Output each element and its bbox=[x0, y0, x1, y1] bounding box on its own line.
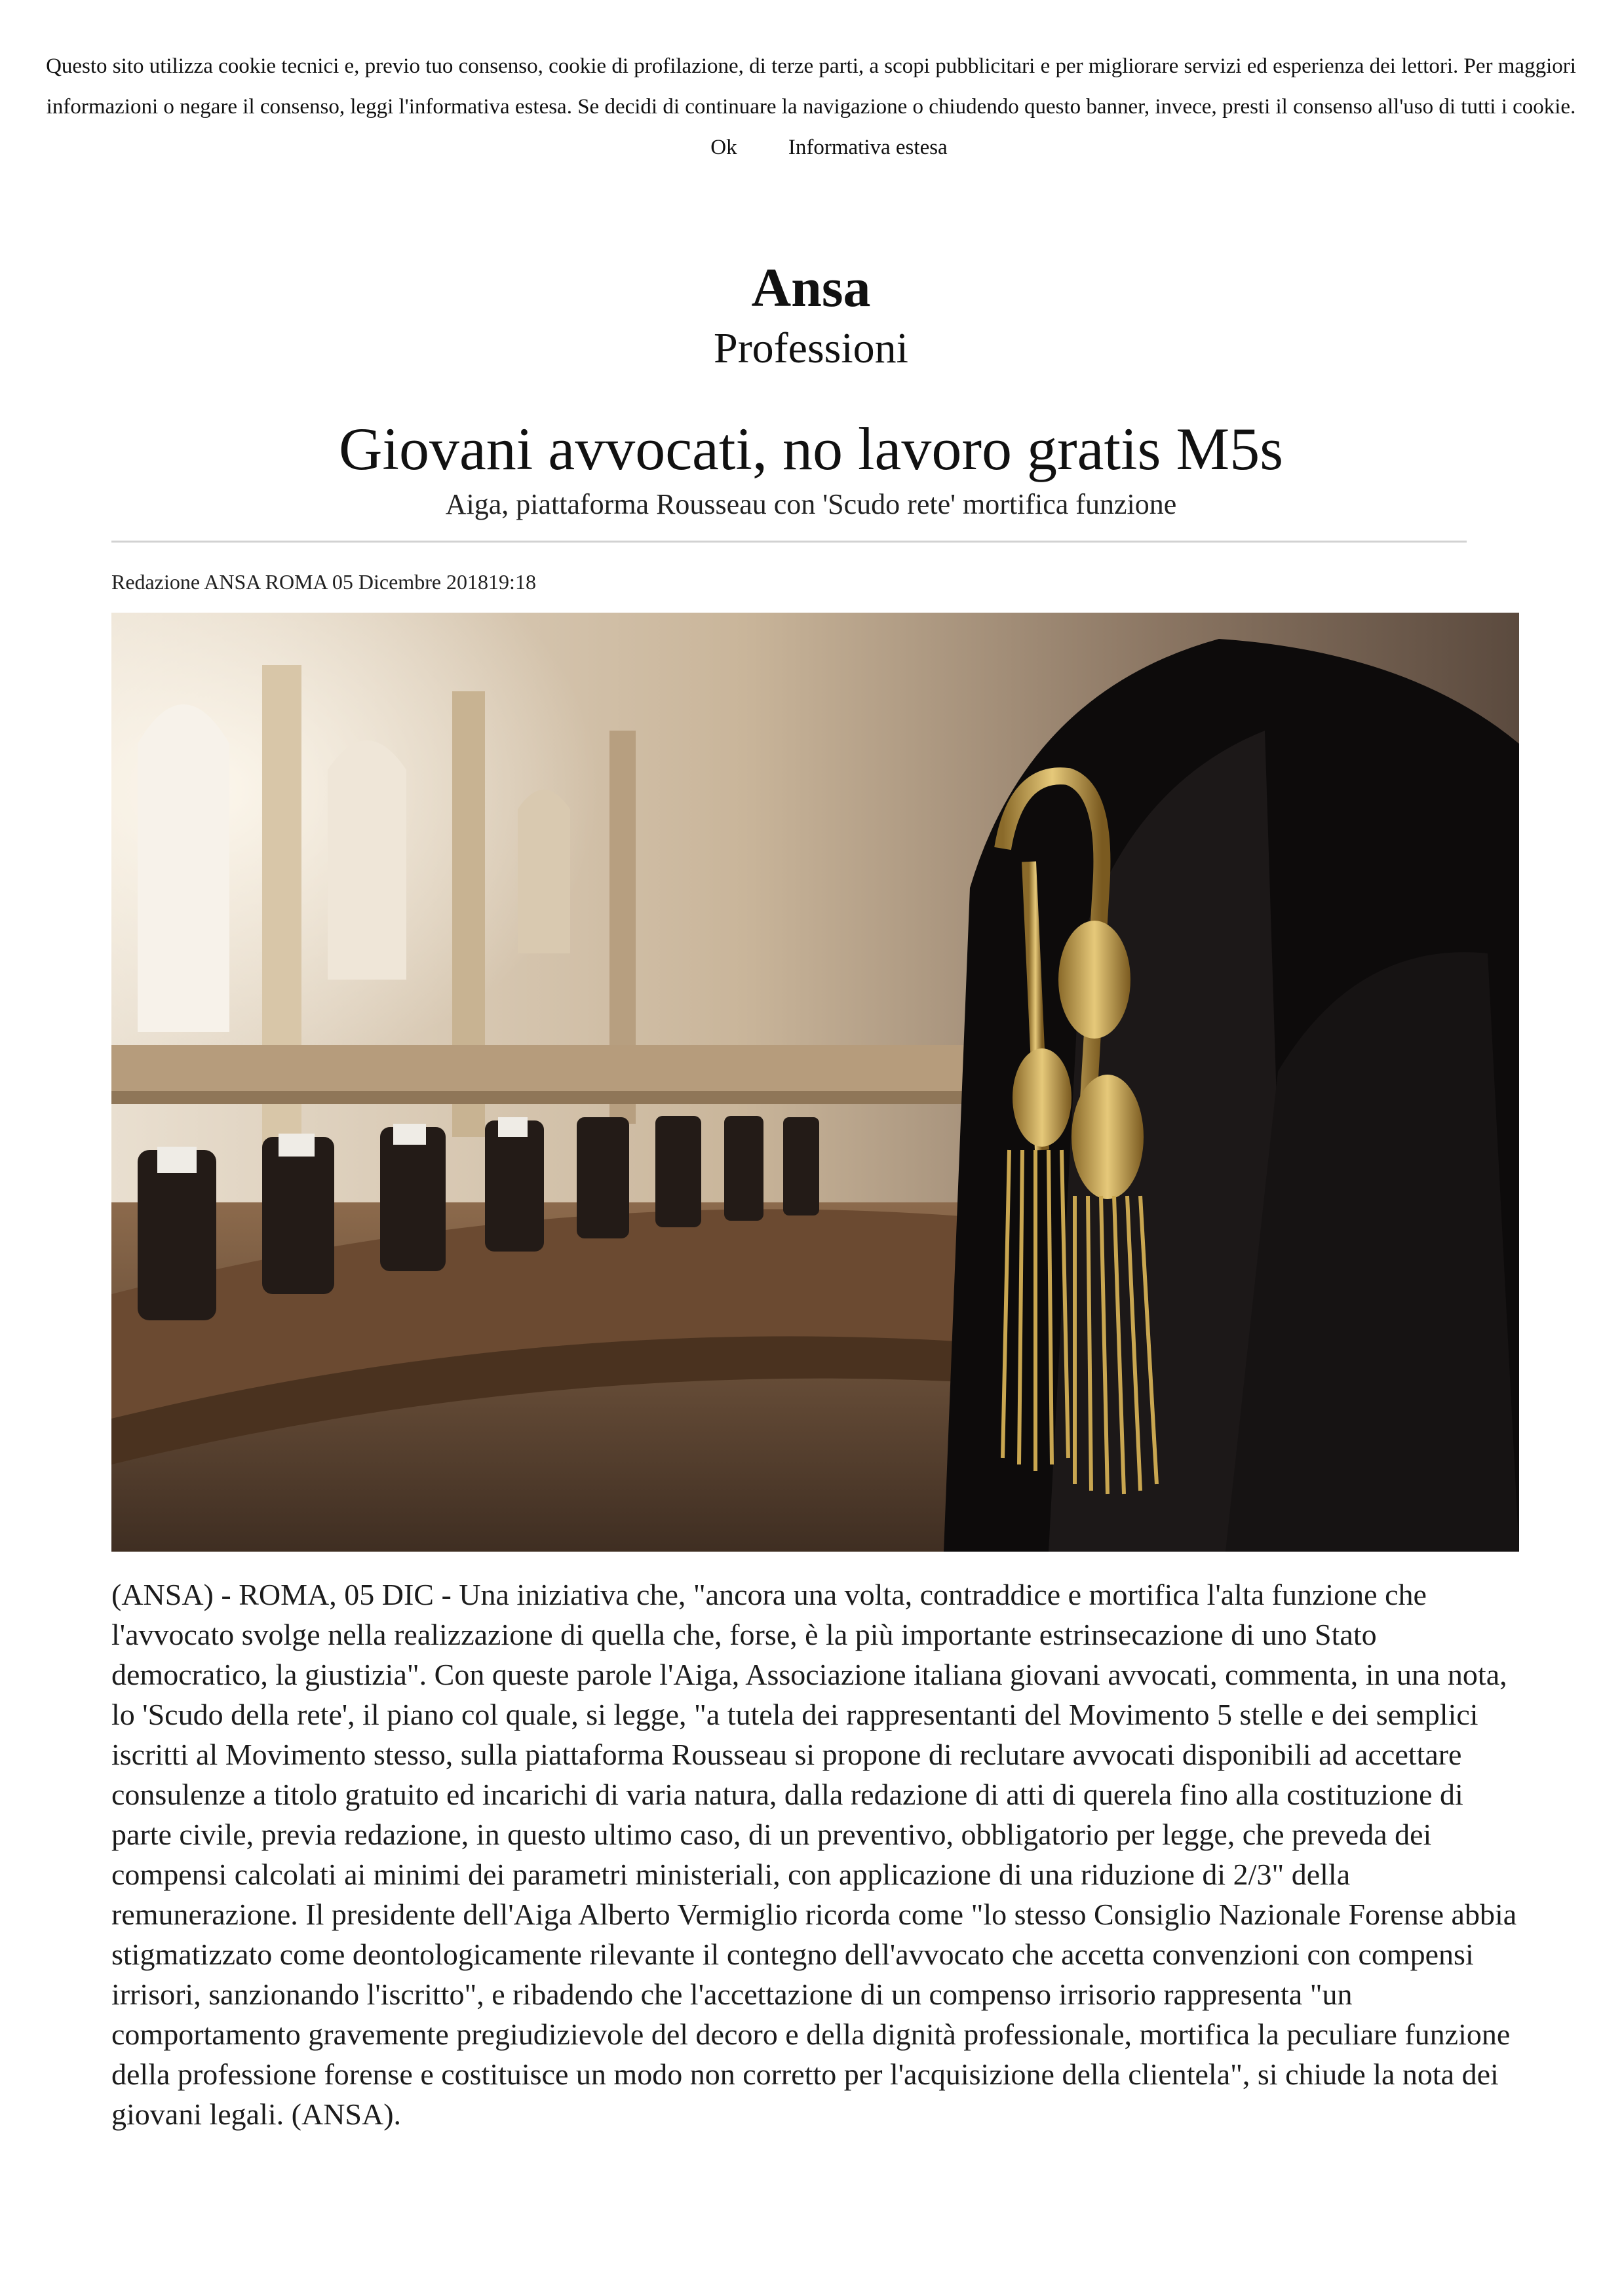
divider bbox=[111, 541, 1467, 543]
article-subtitle: Aiga, piattaforma Rousseau con 'Scudo rete' mortifica funzione bbox=[445, 488, 1177, 520]
section-name: Professioni bbox=[714, 324, 908, 372]
article-paragraph: (ANSA) - ROMA, 05 DIC - Una iniziativa che, "ancora una volta, contraddice e mortifica l'alta funzione che l'avvocato svolge nella realizzazione di quella che, forse, è la più importante estrinsecazione di uno Stato democratico, la giustizia". Con queste parole l'Aiga, Associazione italiana giovani avvocati, commenta, in una nota, lo 'Scudo della rete', il piano col quale, si legge, "a tutela dei rappresentanti del Movimento 5 stelle e dei semplici iscritti al Movimento stesso, sulla piattaforma Rousseau si propone di reclutare avvocati disponibili ad accettare consulenze a titolo gratuito ed incarichi di varia natura, dalla redazione di atti di querela fino alla costituzione di parte civile, previa redazione, in questo ultimo caso, di un preventivo, obbligatorio per legge, che preveda dei compensi calcolati ai minimi dei parametri ministeriali, con applicazione di una riduzione di 2/3" della remunerazione. Il presidente dell'Aiga Alberto Vermiglio ricorda come "lo stesso Consiglio Nazionale Forense abbia stigmatizzato come deontologicamente rilevante il contegno dell'avvocato che accetta convenzioni con compensi irrisori, sanzionando l'iscritto", e ribadendo che l'accettazione di un compenso irrisorio rappresenta "un comportamento gravemente pregiudizievole del decoro e della dignità professionale, mortifica la peculiare funzione della professione forense e costituisce un modo non corretto per l'acquisizione della clientela", si chiude la nota dei giovani legali. (ANSA). bbox=[111, 1578, 1517, 2131]
article-meta bbox=[111, 564, 536, 600]
article-author: Redazione ANSA bbox=[111, 570, 260, 594]
cookie-ok-button[interactable]: Ok bbox=[710, 136, 737, 159]
cookie-banner-text: Questo sito utilizza cookie tecnici e, previo tuo consenso, cookie di profilazione, di terze parti, a scopi pubblicitari e per migliorare servizi ed esperienza dei lettori. Per maggiori informazioni o negare il consenso, leggi l'informativa estesa. Se decidi di continuare la navigazione o chiudendo questo banner, invece, presti il consenso all'uso di tutti i cookie. bbox=[46, 54, 1576, 119]
article-date: 05 Dicembre 2018 bbox=[332, 570, 489, 594]
brand-name: Ansa bbox=[751, 258, 871, 318]
article-location: ROMA bbox=[265, 570, 327, 594]
article-body bbox=[111, 1575, 1519, 2134]
article-photo bbox=[111, 613, 1519, 1552]
article-title: Giovani avvocati, no lavoro gratis M5s bbox=[338, 415, 1284, 482]
cookie-info-link[interactable]: Informativa estesa bbox=[788, 136, 948, 159]
cookie-banner bbox=[26, 46, 1596, 168]
article-time: 19:18 bbox=[488, 570, 536, 594]
